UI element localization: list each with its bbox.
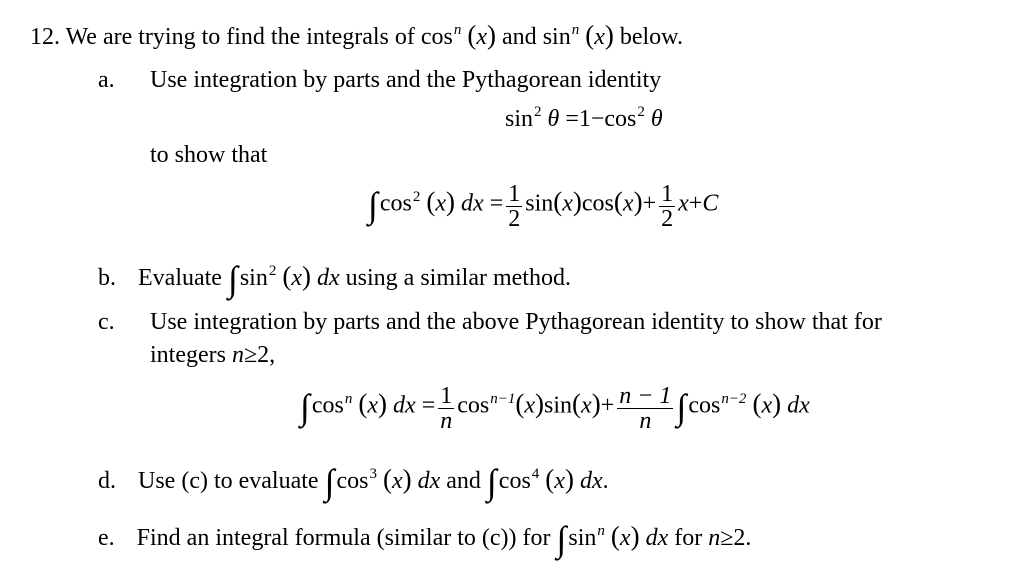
pythagorean-identity: $\sin^2 \theta =1-\cos^2$ θ (505, 104, 663, 132)
problem-intro: 12. We are trying to find the integrals of $\cos^n (x)$ and $\sin^n (x)$ below. (30, 20, 683, 50)
fraction-n-minus-one-over-n: $\frac{n - 1}{n}$ (619, 383, 672, 434)
part-e-label: e. (98, 525, 115, 551)
fraction-one-over-n: $\frac{1}{n}$ (440, 383, 453, 434)
part-e: e. Find an integral formula (similar to (c)) for $\int\sin^n$ (x) dx for n≥2. (98, 519, 752, 559)
to-show-that: to show that (150, 142, 268, 168)
cos-fn: cos (420, 24, 453, 50)
part-b-label: b. (98, 265, 116, 291)
fraction-half: $\frac{1}{2}$ (508, 181, 521, 232)
var-x: x (594, 24, 605, 50)
formula-c: $\int\cos^n$ (x) dx = $\frac{1}{n}$ $\cos^{n-1}(x)\sin(x)+$ $\frac{n - 1}{n}$ $\int\cos^{n-2}$ (x) dx (300, 383, 810, 434)
part-b: b. Evaluate $\int\sin^2$ (x) dx using a similar method. (98, 259, 571, 299)
part-a-label: a. (98, 67, 115, 93)
part-c-label: c. (98, 309, 115, 335)
var-x: x (476, 24, 488, 50)
power-n: n (571, 22, 580, 38)
fraction-half: $\frac{1}{2}$ (661, 181, 674, 232)
part-a-text: Use integration by parts and the Pythagorean identity (150, 67, 662, 93)
part-c-integers: integers n≥2, (150, 342, 276, 368)
below-word: below. (619, 24, 683, 50)
part-d-label: d. (98, 468, 116, 494)
part-c-text: Use integration by parts and the above Pythagorean identity to show that for (150, 309, 882, 335)
formula-a: $\int\cos^2$ (x) dx = $\frac{1}{2}$ sin(x)cos(x)+ $\frac{1}{2}$ x+C (368, 181, 719, 232)
power-n: n (453, 22, 462, 38)
problem-number: 12. (30, 24, 60, 50)
part-d: d. Use (c) to evaluate $\int\cos^3$ (x) dx and $\int\cos^4$ (x) dx. (98, 462, 609, 502)
sin-fn: sin (542, 24, 571, 50)
intro-text: We are trying to find the integrals of (65, 24, 415, 50)
and-word: and (502, 24, 537, 50)
